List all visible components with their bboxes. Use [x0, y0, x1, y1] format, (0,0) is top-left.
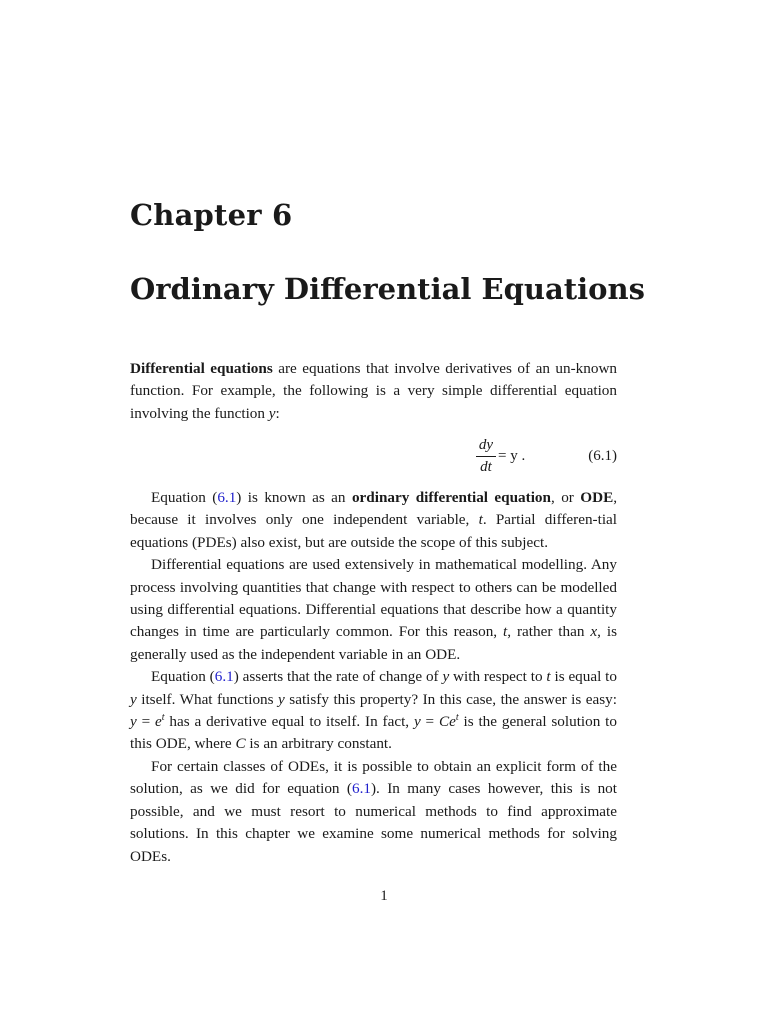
intro-paragraph [130, 358, 617, 425]
text-run: ) is known as an [236, 489, 352, 506]
inline-math-y-equals-ce-t [414, 713, 459, 730]
equation-rhs: = y . [498, 448, 526, 464]
var-t: t [546, 668, 551, 686]
text-run: For certain classes of ODEs, it is possible to obtain an explicit form of the solution, as we did for equation ( [130, 757, 617, 798]
text-run: , is generally used as the independent variable in an ODE. [130, 623, 617, 663]
math-base: e [155, 713, 162, 731]
equation-ref-link[interactable]: 6.1 [351, 780, 371, 798]
term-differential-equations: Differential equations [130, 360, 273, 377]
chapter-label: Chapter 6 [130, 198, 293, 232]
var-t: t [478, 511, 483, 529]
text-run: has a derivative equal to itself. In fact, [164, 713, 414, 731]
fraction-bar [476, 456, 496, 457]
text-run: ). In many cases however, this is not possible, and we must resort to numerical methods to find approximate solutions. In this chapter we examine some numerical methods for solving ODEs. [130, 780, 617, 865]
text-run: satisfy this property? In this case, the answer is easy: [284, 690, 617, 708]
text-run: . Partial differen-tial equations (PDEs) also exist, but are outside the scope of this subject. [130, 511, 617, 551]
text-run: with respect to [449, 668, 547, 686]
fraction-numerator: dy [478, 437, 494, 453]
paragraph-numerical-methods [130, 756, 617, 868]
paragraph-modelling [130, 554, 617, 666]
var-x: x [590, 623, 598, 641]
text-run: Equation ( [151, 668, 215, 686]
text-run: , rather than [507, 623, 591, 641]
var-y: y [130, 690, 137, 708]
chapter-title: Ordinary Differential Equations [130, 272, 645, 306]
text-run: itself. What functions [136, 690, 279, 708]
display-equation-6-1 [130, 436, 617, 480]
equation-ref-link[interactable]: 6.1 [217, 489, 237, 506]
math-lhs: y [413, 713, 421, 731]
inline-math-y-equals-e-t [130, 713, 165, 730]
math-superscript: t [161, 712, 165, 724]
equation-number: (6.1) [588, 448, 617, 464]
text-run: , because it involves only one independent variable, [130, 489, 617, 529]
text-run: is the general solution to this ODE, where [130, 713, 617, 753]
text-run: ) asserts that the rate of change of [233, 668, 443, 686]
var-y: y [268, 404, 276, 422]
math-equals: = [136, 713, 156, 731]
text-run: is equal to [550, 668, 617, 686]
intro-text: are equations that involve derivatives of an un-known function. For example, the following is a very simple differential equation involving the function [130, 360, 618, 422]
text-run: , or [550, 489, 581, 506]
intro-paragraph-block [130, 358, 617, 425]
paragraph-solution [130, 666, 617, 756]
math-equals: = [420, 713, 439, 731]
text-run: is an arbitrary constant. [245, 735, 392, 753]
text-run: Differential equations are used extensively in mathematical modelling. Any process involving quantities that change with respect to others can be modelled using differential equations. Differential equations that describe how a quantity changes in time are particularly common. For this reason, [130, 556, 617, 641]
var-y: y [278, 690, 285, 708]
fraction-dy-dt [475, 436, 497, 477]
page-number: 1 [380, 888, 388, 904]
body-text [130, 487, 617, 868]
fraction-denominator: dt [480, 459, 492, 475]
math-base: Ce [438, 713, 456, 731]
term-ordinary-differential-equation: ordinary differential equation [351, 489, 551, 506]
paragraph-ode-definition [130, 487, 617, 554]
math-lhs: y [130, 713, 137, 731]
var-t: t [503, 623, 508, 641]
intro-text-end: : [275, 404, 280, 422]
equation-ref-link[interactable]: 6.1 [214, 668, 234, 686]
var-y: y [442, 668, 450, 686]
text-run: Equation ( [151, 489, 218, 506]
term-ode: ODE [580, 489, 614, 506]
math-superscript: t [455, 712, 459, 724]
var-c: C [235, 735, 246, 753]
